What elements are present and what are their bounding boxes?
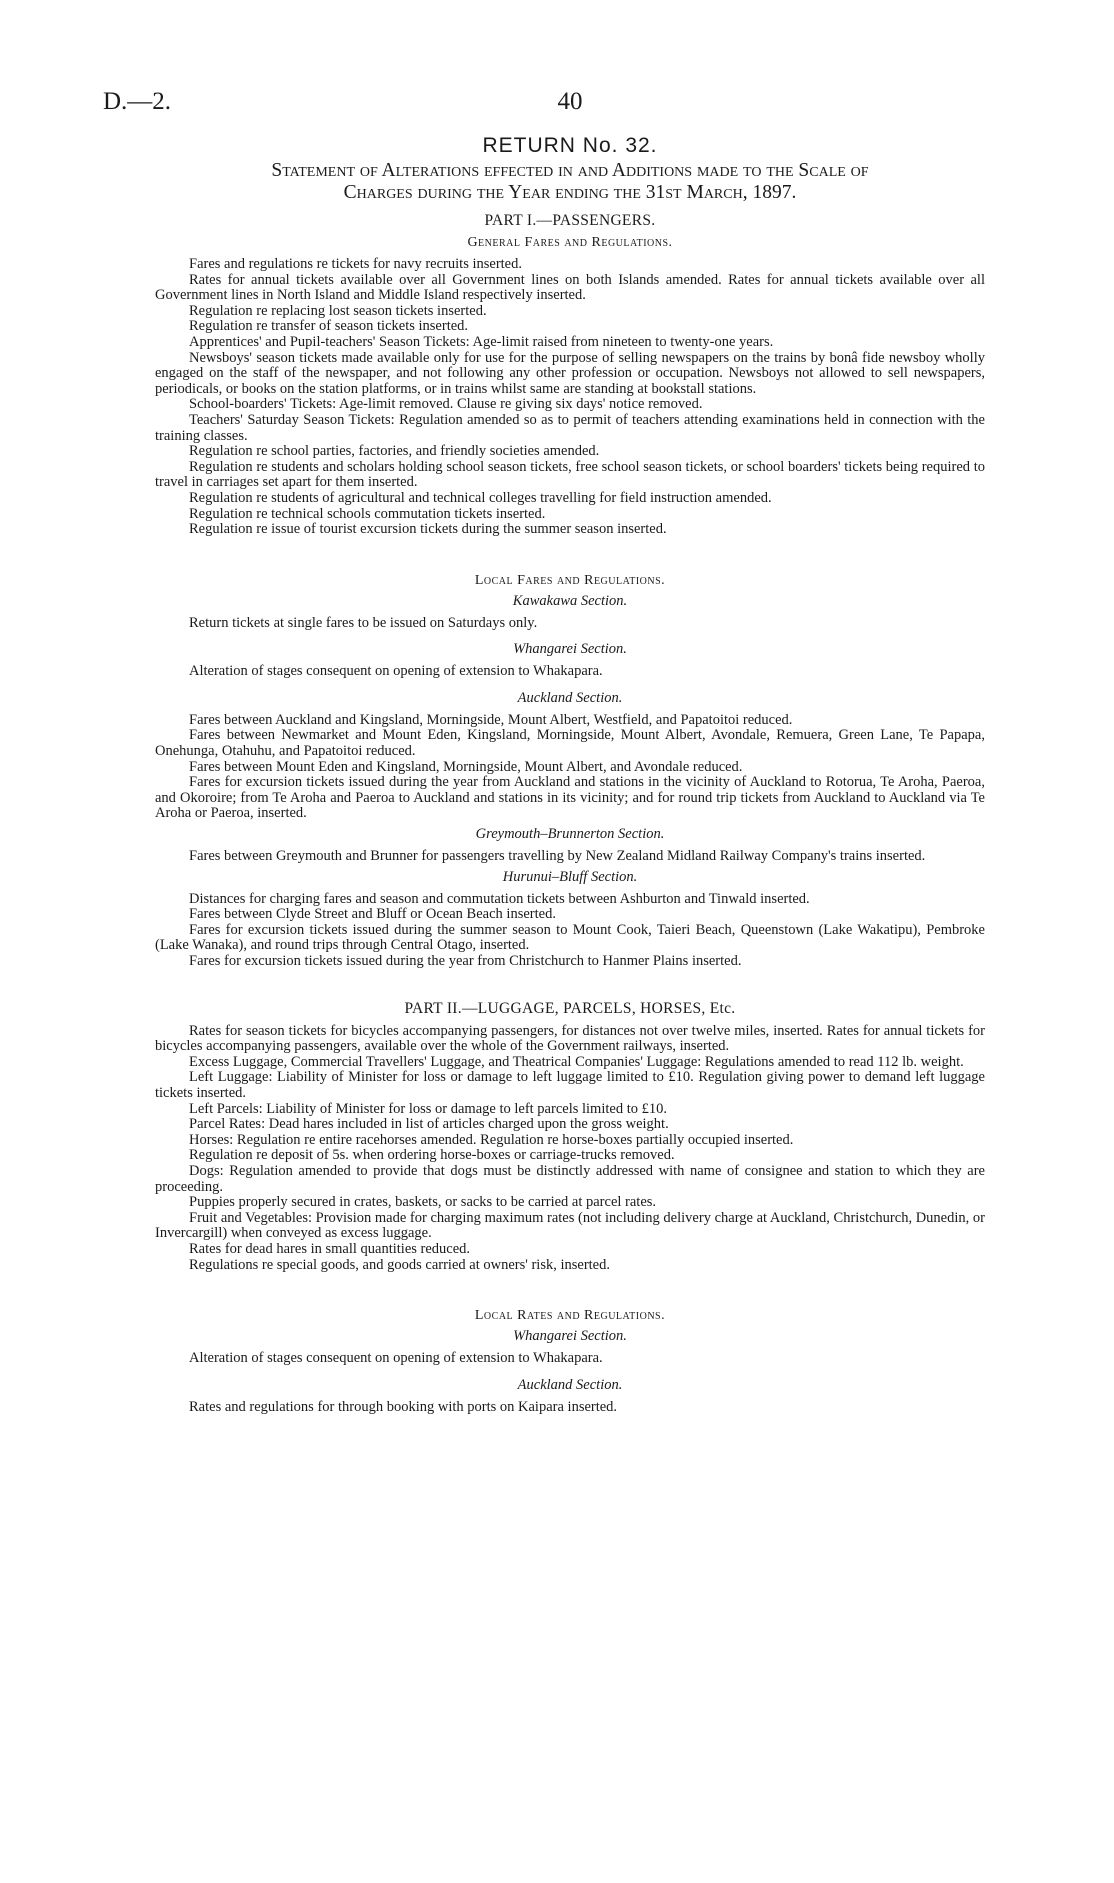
paragraph: Regulations re special goods, and goods carried at owners' risk, inserted. (189, 1256, 610, 1273)
paragraph: Left Parcels: Liability of Minister for loss or damage to left parcels limited to £10. (189, 1100, 667, 1117)
hurunui-section-title: Hurunui–Bluff Section. (502, 868, 638, 885)
paragraph: Apprentices' and Pupil-teachers' Season Tickets: Age-limit raised from nineteen to twenty-one years. (189, 333, 774, 350)
paragraph: Rates for season tickets for bicycles accompanying passengers, for distances not over twelve miles, inserted. Rates for annual tickets for bicycles accompanying passengers, available over the whole of the Government railways, inserted. (155, 1022, 985, 1055)
part-2-list (155, 1024, 985, 1274)
greymouth-section-title: Greymouth–Brunnerton Section. (475, 826, 665, 843)
auckland-list (155, 713, 985, 822)
paragraph: Rates and regulations for through booking with ports on Kaipara inserted. (189, 1398, 618, 1415)
paragraph: Regulation re technical schools commutation tickets inserted. (189, 505, 546, 522)
document-code: D.—2. (103, 88, 172, 115)
paragraph: Fares between Mount Eden and Kingsland, Morningside, Mount Albert, and Avondale reduced. (189, 758, 743, 775)
part-1-title: PART I.—PASSENGERS. (484, 212, 656, 229)
whangarei-rates-section-title: Whangarei Section. (513, 1328, 627, 1345)
paragraph: Fares between Greymouth and Brunner for passengers travelling by New Zealand Midland Railway Company's trains inserted. (189, 848, 926, 865)
paragraph: Rates for dead hares in small quantities reduced. (189, 1240, 471, 1257)
kawakawa-section-title: Kawakawa Section. (512, 592, 628, 609)
paragraph: Regulation re students of agricultural and technical colleges travelling for field instruction amended. (189, 489, 772, 506)
paragraph: Fares between Auckland and Kingsland, Morningside, Mount Albert, Westfield, and Papatoitoi reduced. (189, 711, 793, 728)
auckland-rates-list (155, 1400, 985, 1416)
general-fares-heading: General Fares and Regulations. (467, 235, 673, 250)
paragraph: Regulation re deposit of 5s. when ordering horse-boxes or carriage-trucks removed. (189, 1147, 675, 1164)
greymouth-list (155, 849, 985, 865)
paragraph: Alteration of stages consequent on opening of extension to Whakapara. (189, 1350, 603, 1367)
paragraph: Regulation re replacing lost season tickets inserted. (189, 302, 487, 319)
auckland-section-title: Auckland Section. (517, 689, 623, 706)
hurunui-list (155, 892, 985, 970)
paragraph: Fruit and Vegetables: Provision made for charging maximum rates (not including delivery charge at Auckland, Christchurch, Dunedin, or Invercargill) when conveyed as excess luggage. (155, 1209, 985, 1242)
paragraph: Fares between Clyde Street and Bluff or Ocean Beach inserted. (189, 906, 556, 923)
page-header (103, 88, 985, 128)
paragraph: Horses: Regulation re entire racehorses amended. Regulation re horse-boxes partially occupied inserted. (189, 1131, 794, 1148)
statement-heading (155, 160, 985, 204)
paragraph: Dogs: Regulation amended to provide that dogs must be distinctly addressed with name of consignee and station to which they are proceeding. (155, 1162, 985, 1195)
paragraph: Fares for excursion tickets issued during the summer season to Mount Cook, Taieri Beach, Queenstown (Lake Wakatipu), Pembroke (Lake Wanaka), and round trips through Central Otago, inserted. (155, 921, 985, 954)
paragraph: Rates for annual tickets available over all Government lines on both Islands amended. Rates for annual tickets available over all Government lines in North Island and Middle Island respectively inserted. (155, 271, 985, 304)
paragraph: Left Luggage: Liability of Minister for loss or damage to left luggage limited to £10. Regulation giving power to demand left luggage tickets inserted. (155, 1069, 985, 1101)
paragraph: School-boarders' Tickets: Age-limit removed. Clause re giving six days' notice removed. (189, 396, 703, 413)
paragraph: Excess Luggage, Commercial Travellers' Luggage, and Theatrical Companies' Luggage: Regulations amended to read 112 lb. weight. (189, 1053, 964, 1070)
local-fares-heading: Local Fares and Regulations. (474, 572, 666, 588)
whangarei-rates-list (155, 1351, 985, 1367)
whangarei-list (155, 664, 985, 680)
local-rates-heading: Local Rates and Regulations. (474, 1308, 666, 1324)
paragraph: Fares for excursion tickets issued during the year from Christchurch to Hanmer Plains inserted. (189, 953, 742, 969)
paragraph: Alteration of stages consequent on opening of extension to Whakapara. (189, 663, 603, 680)
statement-line-1: Statement of Alterations effected in and Additions made to the Scale of (271, 160, 869, 181)
whangarei-section-title: Whangarei Section. (513, 641, 627, 658)
general-fares-list (155, 257, 985, 538)
paragraph: Regulation re issue of tourist excursion tickets during the summer season inserted. (189, 521, 667, 538)
auckland-rates-section-title: Auckland Section. (517, 1376, 623, 1393)
paragraph: Newsboys' season tickets made available only for use for the purpose of selling newspapers on the trains by bonâ fide newsboy wholly engaged on the staff of the newspaper, and not following any other profession or occupation. Newsboys not allowed to sell newspapers, periodicals, or books on the station platforms, or in trains whilst same are standing at bookstall stations. (155, 349, 985, 397)
document-page (103, 88, 985, 1415)
paragraph: Regulation re school parties, factories, and friendly societies amended. (189, 443, 600, 460)
paragraph: Regulation re transfer of season tickets inserted. (189, 318, 469, 335)
kawakawa-list (155, 616, 985, 632)
paragraph: Parcel Rates: Dead hares included in list of articles charged upon the gross weight. (189, 1116, 669, 1133)
part-2-title: PART II.—LUGGAGE, PARCELS, HORSES, Etc. (404, 999, 736, 1017)
paragraph: Regulation re students and scholars holding school season tickets, free school season tickets, or school boarders' tickets being required to travel in carriages set apart for them inserted. (155, 458, 985, 491)
return-title: RETURN No. 32. (482, 134, 658, 157)
paragraph: Distances for charging fares and season and commutation tickets between Ashburton and Tinwald inserted. (189, 890, 810, 907)
statement-line-2: Charges during the Year ending the 31st March, 1897. (343, 182, 797, 203)
paragraph: Return tickets at single fares to be issued on Saturdays only. (189, 614, 538, 631)
paragraph: Fares between Newmarket and Mount Eden, Kingsland, Morningside, Mount Albert, Avondale, Remuera, Green Lane, Te Papapa, Onehunga, Otahuhu, and Papatoitoi reduced. (155, 727, 985, 760)
paragraph: Fares and regulations re tickets for navy recruits inserted. (189, 256, 522, 272)
paragraph: Puppies properly secured in crates, baskets, or sacks to be carried at parcel rates. (189, 1194, 657, 1211)
paragraph: Fares for excursion tickets issued during the year from Auckland and stations in the vicinity of Auckland to Rotorua, Te Aroha, Paeroa, and Okoroire; from Te Aroha and Paeroa to Auckland and stations in its vicinity; and for round trip tickets from Auckland to Auckland via Te Aroha or Paeroa, inserted. (155, 774, 985, 822)
paragraph: Teachers' Saturday Season Tickets: Regulation amended so as to permit of teachers attending examinations held in connection with the training classes. (155, 411, 985, 444)
page-number: 40 (557, 88, 583, 115)
